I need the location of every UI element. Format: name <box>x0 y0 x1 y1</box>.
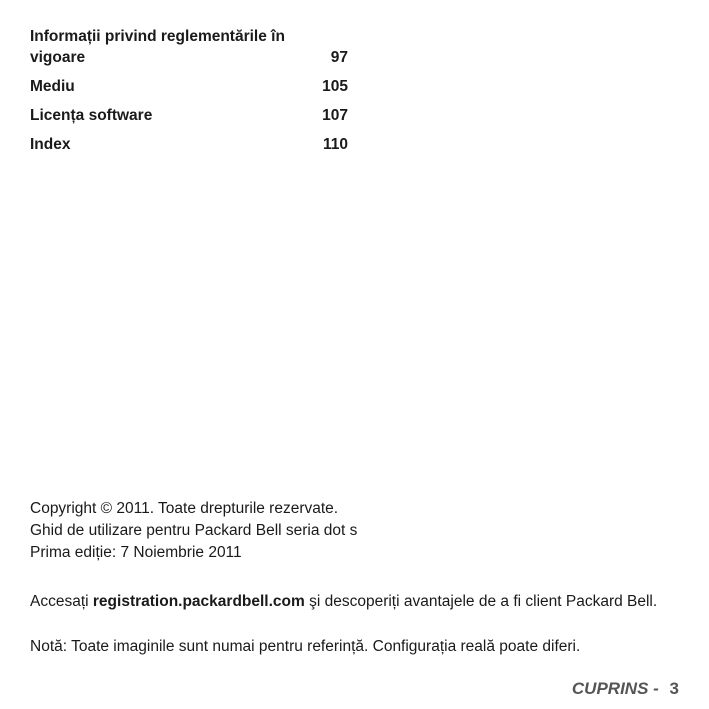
edition-date: Prima ediție: 7 Noiembrie 2011 <box>30 544 242 561</box>
toc-entry-index[interactable] <box>30 134 348 155</box>
copyright-notice: Copyright © 2011. Toate drepturile rezervate. <box>30 500 339 517</box>
toc-entry-page: 97 <box>330 49 348 66</box>
toc-entry-page: 110 <box>322 136 348 153</box>
registration-link[interactable]: registration.packardbell.com <box>92 593 305 610</box>
toc-entry-page: 107 <box>322 107 348 124</box>
guide-title: Ghid de utilizare pentru Packard Bell seria dot s <box>30 522 358 539</box>
toc-entry-label: Mediu <box>30 78 75 95</box>
registration-suffix: şi descoperiți avantajele de a fi client Packard Bell. <box>304 593 658 610</box>
page-footer <box>572 679 679 699</box>
toc-entry-label: Licența software <box>30 107 153 124</box>
footer-separator: - <box>648 679 664 698</box>
toc-entry-label: Index <box>30 136 71 153</box>
registration-paragraph <box>30 591 680 613</box>
table-of-contents <box>30 26 348 163</box>
toc-entry-environment[interactable] <box>30 76 348 97</box>
toc-entry-regulatory-info[interactable] <box>30 26 348 68</box>
toc-entry-page: 105 <box>322 78 348 95</box>
copyright-block <box>30 498 357 564</box>
footer-page-number: 3 <box>669 679 679 698</box>
registration-prefix: Accesați <box>30 593 93 610</box>
toc-entry-software-license[interactable] <box>30 105 348 126</box>
toc-entry-label: Informații privind reglementările în vigoare <box>30 28 285 66</box>
footer-section-title: CUPRINS <box>571 679 649 698</box>
images-note: Notă: Toate imaginile sunt numai pentru referință. Configurația reală poate diferi. <box>30 638 581 655</box>
